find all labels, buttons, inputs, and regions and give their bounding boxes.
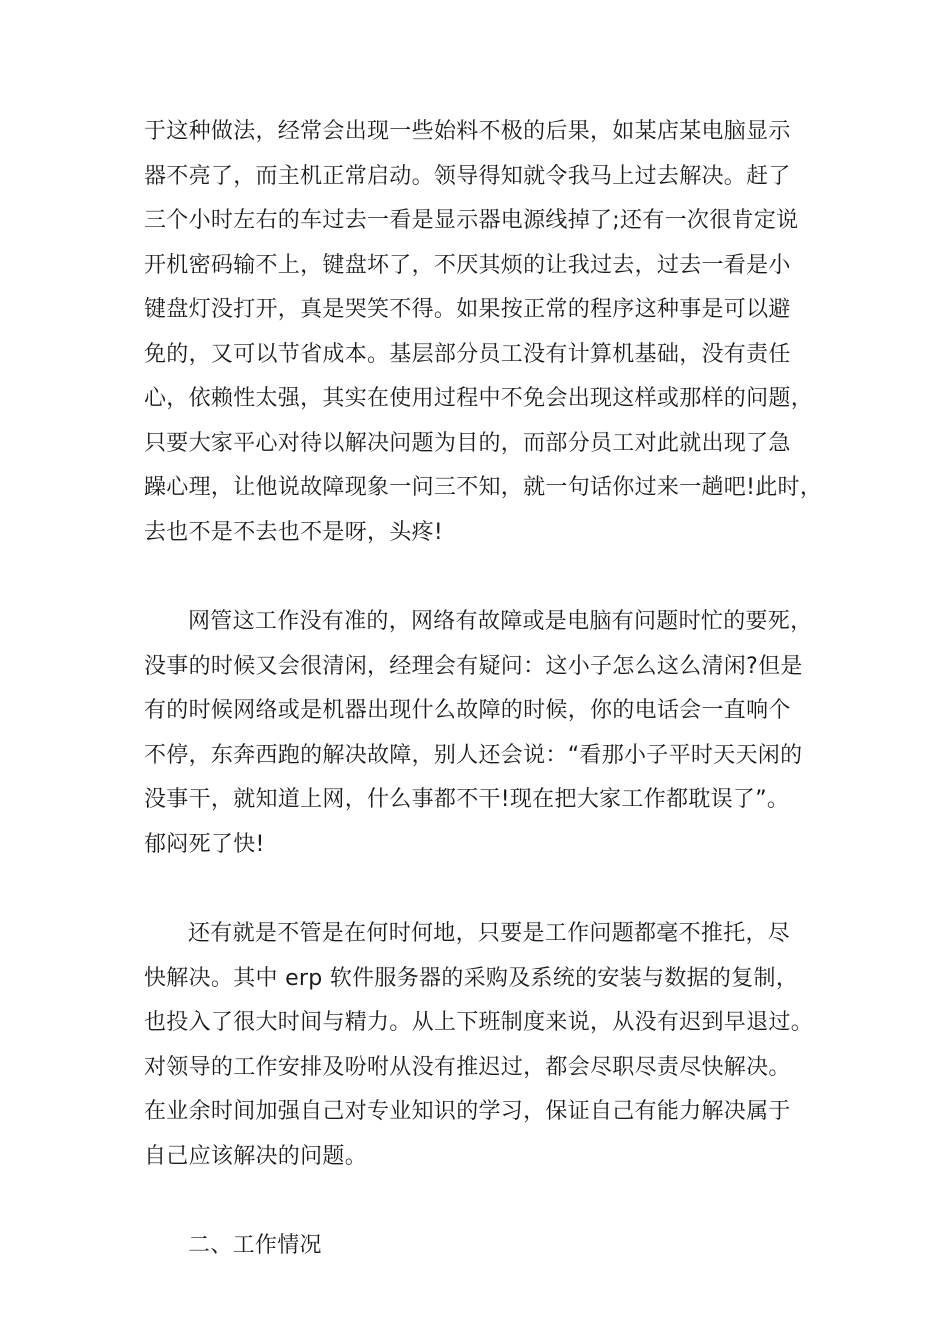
text-line: 对领导的工作安排及吩咐从没有推迟过，都会尽职尽责尽快解决。	[144, 1054, 791, 1080]
text-line: 还有就是不管是在何时何地，只要是工作问题都毫不推托，尽	[188, 921, 791, 946]
paragraph-2	[144, 600, 813, 867]
text-line: 没事干，就知道上网，什么事都不干!现在把大家工作都耽误了”。	[144, 787, 790, 812]
text-line: 去也不是不去也不是呀，头疼!	[144, 519, 444, 545]
text-line: 免的，又可以节省成本。基层部分员工没有计算机基础，没有责任	[144, 341, 791, 367]
text-line: 在业余时间加强自己对专业知识的学习，保证自己有能力解决属于	[144, 1099, 791, 1124]
paragraph-3	[144, 912, 814, 1179]
text-line: 自己应该解决的问题。	[144, 1143, 368, 1169]
text-line: 没事的时候又会很清闲，经理会有疑问：这小子怎么这么清闲?但是	[144, 653, 803, 679]
text-line: 三个小时左右的车过去一看是显示器电源线掉了;还有一次很肯定说	[144, 208, 799, 233]
text-line: 只要大家平心对待以解决问题为目的，而部分员工对此就出现了急	[144, 430, 791, 456]
paragraph-1	[144, 110, 823, 555]
text-line: 郁闷死了快!	[144, 831, 265, 857]
text-line: 不停，东奔西跑的解决故障，别人还会说：“看那小子平时天天闲的	[144, 742, 803, 768]
heading-text: 二、工作情况	[188, 1233, 322, 1258]
text-line: 网管这工作没有准的，网络有故障或是电脑有问题时忙的要死，	[188, 609, 813, 634]
text-line: 于这种做法，经常会出现一些始料不极的后果，如某店某电脑显示	[144, 119, 791, 144]
text-line: 键盘灯没打开，真是哭笑不得。如果按正常的程序这种事是可以避	[144, 297, 791, 322]
section-heading	[144, 1224, 809, 1269]
text-line: 有的时候网络或是机器出现什么故障的时候，你的电话会一直响个	[144, 698, 791, 723]
text-line: 也投入了很大时间与精力。从上下班制度来说，从没有迟到早退过。	[144, 1010, 814, 1035]
text-line: 器不亮了，而主机正常启动。领导得知就令我马上过去解决。赶了	[144, 163, 791, 189]
text-line: 心，依赖性太强，其实在使用过程中不免会出现这样或那样的问题，	[144, 386, 814, 411]
text-line: 躁心理，让他说故障现象一问三不知，就一句话你过来一趟吧!此时，	[144, 475, 823, 500]
text-line: 快解决。其中 erp 软件服务器的采购及系统的安装与数据的复制，	[144, 965, 799, 991]
text-line: 开机密码输不上，键盘坏了，不厌其烦的让我过去，过去一看是小	[144, 252, 791, 278]
document-body	[144, 110, 823, 1314]
